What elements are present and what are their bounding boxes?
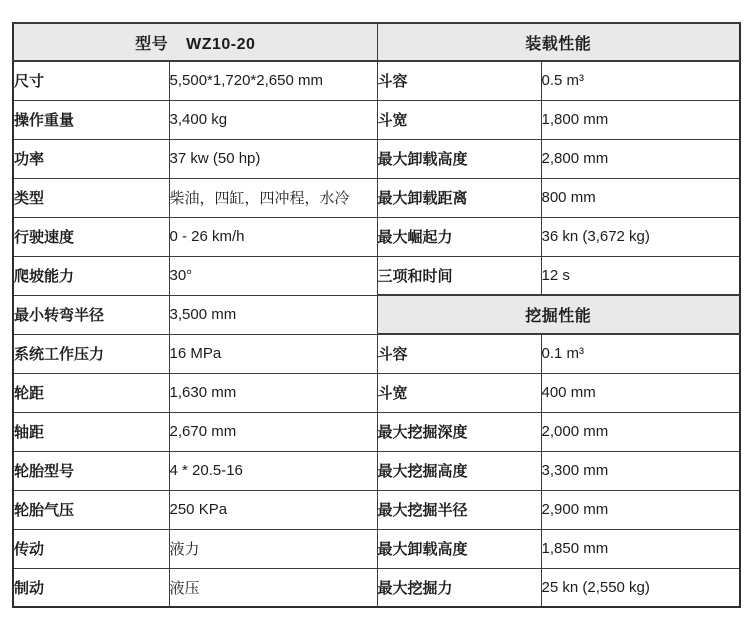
spec-label-cell: 最大挖掘力 [377, 568, 541, 607]
spec-value-cell: 3,300 mm [541, 451, 740, 490]
spec-value-cell: 3,400 kg [169, 100, 377, 139]
spec-value-cell: 400 mm [541, 373, 740, 412]
model-header-cell [13, 23, 377, 61]
spec-value-cell: 30° [169, 256, 377, 295]
spec-label-cell: 轴距 [13, 412, 169, 451]
spec-value-cell: 2,800 mm [541, 139, 740, 178]
spec-value-cell: 1,850 mm [541, 529, 740, 568]
spec-label-cell: 斗宽 [377, 373, 541, 412]
table-row [13, 100, 740, 139]
model-value: WZ10-20 [186, 35, 256, 53]
spec-label-cell: 最大挖掘半径 [377, 490, 541, 529]
spec-label-cell: 最大挖掘高度 [377, 451, 541, 490]
spec-label-cell: 尺寸 [13, 61, 169, 100]
spec-label-cell: 最大卸载距离 [377, 178, 541, 217]
table-row [13, 256, 740, 295]
table-row [13, 295, 740, 334]
spec-value-cell: 1,630 mm [169, 373, 377, 412]
table-row [13, 217, 740, 256]
table-row [13, 451, 740, 490]
spec-label-cell: 行驶速度 [13, 217, 169, 256]
table-header-row [13, 23, 740, 61]
spec-value-cell: 0.5 m³ [541, 61, 740, 100]
spec-label-cell: 轮胎气压 [13, 490, 169, 529]
spec-label-cell: 斗容 [377, 61, 541, 100]
spec-value-cell: 4 * 20.5-16 [169, 451, 377, 490]
digging-performance-header-cell: 挖掘性能 [377, 295, 740, 334]
spec-label-cell: 斗宽 [377, 100, 541, 139]
spec-value-cell: 2,000 mm [541, 412, 740, 451]
table-row [13, 529, 740, 568]
spec-value-cell: 250 KPa [169, 490, 377, 529]
spec-value-cell: 液压 [169, 568, 377, 607]
spec-value-cell: 800 mm [541, 178, 740, 217]
table-row [13, 373, 740, 412]
table-row [13, 178, 740, 217]
spec-label-cell: 最大卸载高度 [377, 139, 541, 178]
table-row [13, 568, 740, 607]
spec-value-cell: 12 s [541, 256, 740, 295]
spec-value-cell: 36 kn (3,672 kg) [541, 217, 740, 256]
spec-label-cell: 制动 [13, 568, 169, 607]
spec-label-cell: 斗容 [377, 334, 541, 373]
spec-label-cell: 轮胎型号 [13, 451, 169, 490]
table-row [13, 412, 740, 451]
spec-value-cell: 16 MPa [169, 334, 377, 373]
spec-value-cell: 25 kn (2,550 kg) [541, 568, 740, 607]
spec-label-cell: 系统工作压力 [13, 334, 169, 373]
spec-label-cell: 最大卸载高度 [377, 529, 541, 568]
spec-label-cell: 轮距 [13, 373, 169, 412]
spec-label-cell: 功率 [13, 139, 169, 178]
spec-label-cell: 类型 [13, 178, 169, 217]
spec-value-cell: 2,670 mm [169, 412, 377, 451]
table-row [13, 139, 740, 178]
spec-label-cell: 最小转弯半径 [13, 295, 169, 334]
spec-value-cell: 液力 [169, 529, 377, 568]
spec-value-cell: 5,500*1,720*2,650 mm [169, 61, 377, 100]
spec-label-cell: 爬坡能力 [13, 256, 169, 295]
spec-value-cell: 37 kw (50 hp) [169, 139, 377, 178]
specification-table [12, 22, 741, 608]
loading-performance-header-cell: 装载性能 [377, 23, 740, 61]
spec-value-cell: 0.1 m³ [541, 334, 740, 373]
table-row [13, 490, 740, 529]
spec-value-cell: 柴油，四缸，四冲程，水冷 [169, 178, 377, 217]
spec-value-cell: 3,500 mm [169, 295, 377, 334]
spec-value-cell: 1,800 mm [541, 100, 740, 139]
model-label: 型号 [135, 35, 169, 53]
spec-value-cell: 0 - 26 km/h [169, 217, 377, 256]
spec-value-cell: 2,900 mm [541, 490, 740, 529]
spec-label-cell: 三项和时间 [377, 256, 541, 295]
table-row [13, 334, 740, 373]
table-row [13, 61, 740, 100]
spec-label-cell: 最大崛起力 [377, 217, 541, 256]
spec-label-cell: 最大挖掘深度 [377, 412, 541, 451]
spec-label-cell: 操作重量 [13, 100, 169, 139]
spec-label-cell: 传动 [13, 529, 169, 568]
